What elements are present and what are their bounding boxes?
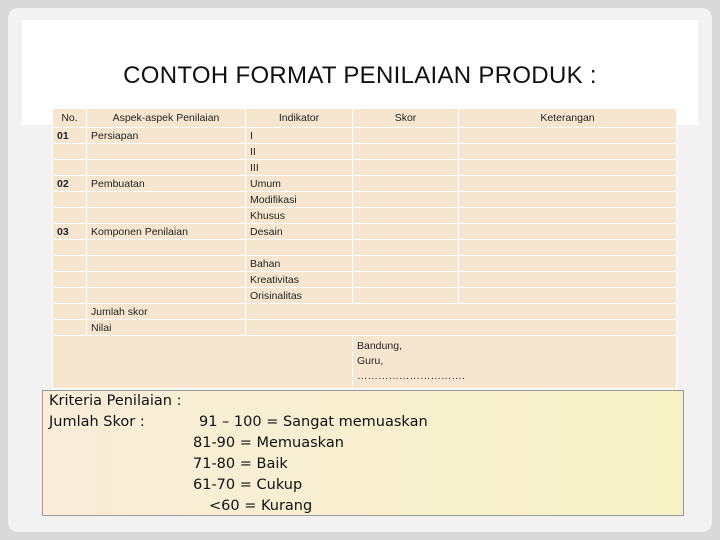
row-score: [353, 256, 459, 272]
table-header-row: [53, 109, 677, 128]
criteria-box: [42, 390, 684, 516]
total-score-label: Jumlah skor: [87, 304, 246, 320]
table-row: [53, 128, 677, 144]
row-indicator: II: [246, 144, 353, 160]
row-no: [53, 160, 87, 176]
row-note: [459, 160, 677, 176]
row-indicator: Desain: [246, 224, 353, 240]
grade-value: [246, 320, 677, 336]
header-indicator: Indikator: [246, 109, 353, 128]
total-score-row: [53, 304, 677, 320]
row-aspect: Pembuatan: [87, 176, 246, 192]
table-row: [53, 192, 677, 208]
row-no: [53, 240, 87, 256]
row-no: [53, 288, 87, 304]
row-score: [353, 208, 459, 224]
row-aspect: [87, 256, 246, 272]
slide-title: CONTOH FORMAT PENILAIAN PRODUK :: [123, 62, 597, 89]
total-score-value: [246, 304, 677, 320]
signature-block: [353, 336, 677, 389]
row-aspect: [87, 160, 246, 176]
row-score: [353, 224, 459, 240]
row-note: [459, 176, 677, 192]
row-indicator: Orisinalitas: [246, 288, 353, 304]
row-score: [353, 160, 459, 176]
row-note: [459, 128, 677, 144]
table-row: [53, 176, 677, 192]
row-no: [53, 272, 87, 288]
signature-role: Guru,: [357, 355, 384, 367]
table-row: [53, 160, 677, 176]
row-aspect: [87, 288, 246, 304]
row-note: [459, 224, 677, 240]
row-indicator: Umum: [246, 176, 353, 192]
criteria-item: 91 – 100 = Sangat memuaskan: [199, 414, 428, 430]
row-note: [459, 272, 677, 288]
table-row: [53, 240, 677, 256]
criteria-item: <60 = Kurang: [209, 498, 313, 514]
grade-row: [53, 320, 677, 336]
table-row: [53, 144, 677, 160]
row-note: [459, 208, 677, 224]
header-score: Skor: [353, 109, 459, 128]
assessment-table: [52, 108, 677, 389]
signature-place: Bandung,: [357, 340, 402, 352]
row-no: [53, 144, 87, 160]
grade-no: [53, 320, 87, 336]
table-row: [53, 256, 677, 272]
signature-dots: ………………………….: [357, 370, 465, 382]
grade-label: Nilai: [87, 320, 246, 336]
table-row: [53, 208, 677, 224]
row-indicator: Kreativitas: [246, 272, 353, 288]
header-aspect: Aspek-aspek Penilaian: [87, 109, 246, 128]
criteria-item: 71-80 = Baik: [193, 456, 288, 472]
criteria-item: 81-90 = Memuaskan: [193, 435, 344, 451]
row-score: [353, 272, 459, 288]
signature-spacer: [53, 336, 353, 389]
row-score: [353, 192, 459, 208]
row-note: [459, 192, 677, 208]
row-aspect: [87, 272, 246, 288]
row-aspect: [87, 240, 246, 256]
row-indicator: [246, 240, 353, 256]
row-indicator: III: [246, 160, 353, 176]
total-no: [53, 304, 87, 320]
row-aspect: [87, 208, 246, 224]
row-indicator: Bahan: [246, 256, 353, 272]
criteria-heading: Kriteria Penilaian :: [49, 393, 182, 409]
row-indicator: Modifikasi: [246, 192, 353, 208]
table-row: [53, 224, 677, 240]
row-note: [459, 288, 677, 304]
header-no: No.: [53, 109, 87, 128]
row-note: [459, 144, 677, 160]
row-score: [353, 240, 459, 256]
table-row: [53, 288, 677, 304]
criteria-item: 61-70 = Cukup: [193, 477, 303, 493]
row-score: [353, 288, 459, 304]
table-row: [53, 272, 677, 288]
row-no: 01: [53, 128, 87, 144]
header-note: Keterangan: [459, 109, 677, 128]
row-aspect: [87, 192, 246, 208]
signature-row: [53, 336, 677, 389]
row-note: [459, 256, 677, 272]
row-no: [53, 208, 87, 224]
row-aspect: [87, 144, 246, 160]
criteria-label: Jumlah Skor :: [49, 414, 145, 430]
row-indicator: I: [246, 128, 353, 144]
row-no: [53, 192, 87, 208]
row-aspect: Persiapan: [87, 128, 246, 144]
row-score: [353, 176, 459, 192]
row-no: [53, 256, 87, 272]
row-score: [353, 128, 459, 144]
row-no: 03: [53, 224, 87, 240]
row-indicator: Khusus: [246, 208, 353, 224]
row-no: 02: [53, 176, 87, 192]
row-score: [353, 144, 459, 160]
row-aspect: Komponen Penilaian: [87, 224, 246, 240]
row-note: [459, 240, 677, 256]
